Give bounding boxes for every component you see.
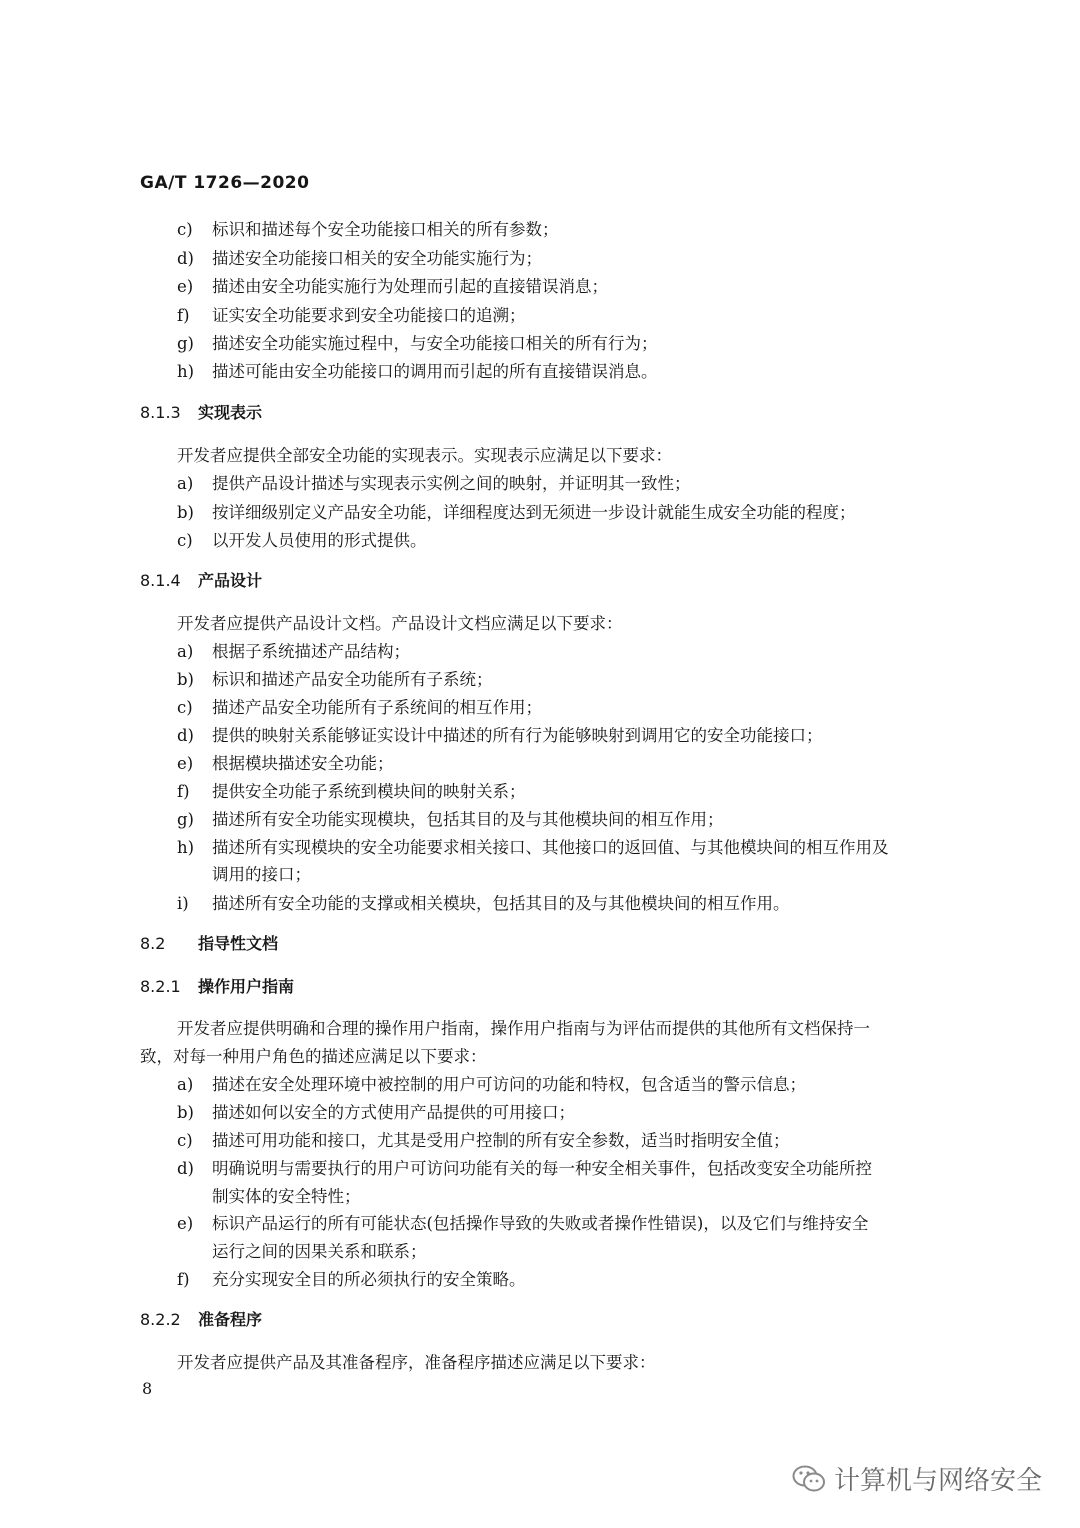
item-label: f) [177, 1270, 190, 1289]
item-text: 按详细级别定义产品安全功能，详细程度达到无须进一步设计就能生成安全功能的程度； [212, 503, 856, 522]
item-label: d) [177, 249, 194, 268]
section-intro: 开发者应提供明确和合理的操作用户指南，操作用户指南与为评估而提供的其他所有文档保持一 [177, 1019, 870, 1038]
section-number: 8.2.2 [140, 1310, 181, 1329]
section-title: 准备程序 [198, 1310, 263, 1329]
section-title: 指导性文档 [198, 934, 279, 953]
item-text: 以开发人员使用的形式提供。 [212, 531, 427, 550]
item-label: g) [177, 334, 194, 353]
item-text: 描述产品安全功能所有子系统间的相互作用； [212, 698, 542, 717]
item-text: 描述如何以安全的方式使用产品提供的可用接口； [212, 1103, 575, 1122]
section-number: 8.1.4 [140, 571, 181, 590]
item-label: d) [177, 1159, 194, 1178]
item-text: 描述由安全功能实施行为处理而引起的直接错误消息； [212, 277, 608, 296]
item-text: 描述所有安全功能的支撑或相关模块，包括其目的及与其他模块间的相互作用。 [212, 894, 790, 913]
item-text: 提供产品设计描述与实现表示实例之间的映射，并证明其一致性； [212, 474, 691, 493]
item-text: 根据模块描述安全功能； [212, 754, 394, 773]
item-text-continuation: 运行之间的因果关系和联系； [212, 1242, 427, 1261]
item-text: 提供的映射关系能够证实设计中描述的所有行为能够映射到调用它的安全功能接口； [212, 726, 823, 745]
section-title: 产品设计 [198, 571, 263, 590]
item-label: e) [177, 277, 194, 296]
section-number: 8.2 [140, 934, 166, 953]
section-number: 8.2.1 [140, 977, 181, 996]
item-text: 描述安全功能接口相关的安全功能实施行为； [212, 249, 542, 268]
item-text: 明确说明与需要执行的用户可访问功能有关的每一种安全相关事件，包括改变安全功能所控 [212, 1159, 872, 1178]
item-label: e) [177, 1214, 194, 1233]
item-label: b) [177, 1103, 194, 1122]
item-label: e) [177, 754, 194, 773]
section-heading-8-1-3 [140, 402, 262, 424]
item-label: d) [177, 726, 194, 745]
item-label: f) [177, 782, 190, 801]
document-code: GA/T 1726—2020 [140, 173, 310, 193]
section-intro-continuation: 致，对每一种用户角色的描述应满足以下要求： [140, 1047, 487, 1066]
item-label: c) [177, 220, 193, 239]
section-heading-8-2-2 [140, 1309, 262, 1331]
section-intro: 开发者应提供产品设计文档。产品设计文档应满足以下要求： [177, 614, 623, 633]
item-label: a) [177, 642, 194, 661]
item-label: h) [177, 838, 195, 857]
section-title: 实现表示 [198, 403, 263, 422]
item-text: 描述可能由安全功能接口的调用而引起的所有直接错误消息。 [212, 362, 658, 381]
item-text: 根据子系统描述产品结构； [212, 642, 410, 661]
item-text: 标识产品运行的所有可能状态(包括操作导致的失败或者操作性错误)，以及它们与维持安全 [212, 1214, 869, 1233]
item-label: f) [177, 306, 190, 325]
item-label: a) [177, 474, 194, 493]
item-text: 证实安全功能要求到安全功能接口的追溯； [212, 306, 526, 325]
item-text: 标识和描述产品安全功能所有子系统； [212, 670, 493, 689]
watermark [792, 1460, 1042, 1497]
item-label: b) [177, 670, 194, 689]
section-heading-8-2 [140, 933, 278, 955]
item-label: i) [177, 894, 189, 913]
section-number: 8.1.3 [140, 403, 181, 422]
item-label: c) [177, 531, 193, 550]
wechat-icon [792, 1464, 826, 1494]
item-text: 提供安全功能子系统到模块间的映射关系； [212, 782, 526, 801]
section-heading-8-2-1 [140, 976, 294, 998]
item-label: c) [177, 698, 193, 717]
watermark-text: 计算机与网络安全 [834, 1466, 1043, 1496]
item-text: 描述可用功能和接口，尤其是受用户控制的所有安全参数，适当时指明安全值； [212, 1131, 790, 1150]
section-title: 操作用户指南 [198, 977, 295, 996]
item-text: 描述所有实现模块的安全功能要求相关接口、其他接口的返回值、与其他模块间的相互作用及 [212, 838, 889, 857]
section-intro: 开发者应提供全部安全功能的实现表示。实现表示应满足以下要求： [177, 446, 672, 465]
section-heading-8-1-4 [140, 570, 262, 592]
page-number: 8 [142, 1379, 153, 1398]
item-text-continuation: 调用的接口； [212, 865, 311, 884]
item-text: 充分实现安全目的所必须执行的安全策略。 [212, 1270, 526, 1289]
item-label: a) [177, 1075, 194, 1094]
section-intro: 开发者应提供产品及其准备程序，准备程序描述应满足以下要求： [177, 1353, 656, 1372]
item-text: 描述在安全处理环境中被控制的用户可访问的功能和特权，包含适当的警示信息； [212, 1075, 806, 1094]
item-text: 描述所有安全功能实现模块，包括其目的及与其他模块间的相互作用； [212, 810, 724, 829]
item-text-continuation: 制实体的安全特性； [212, 1187, 361, 1206]
item-label: c) [177, 1131, 193, 1150]
item-label: g) [177, 810, 194, 829]
item-label: b) [177, 503, 194, 522]
item-label: h) [177, 362, 195, 381]
item-text: 描述安全功能实施过程中，与安全功能接口相关的所有行为； [212, 334, 658, 353]
item-text: 标识和描述每个安全功能接口相关的所有参数； [212, 220, 559, 239]
